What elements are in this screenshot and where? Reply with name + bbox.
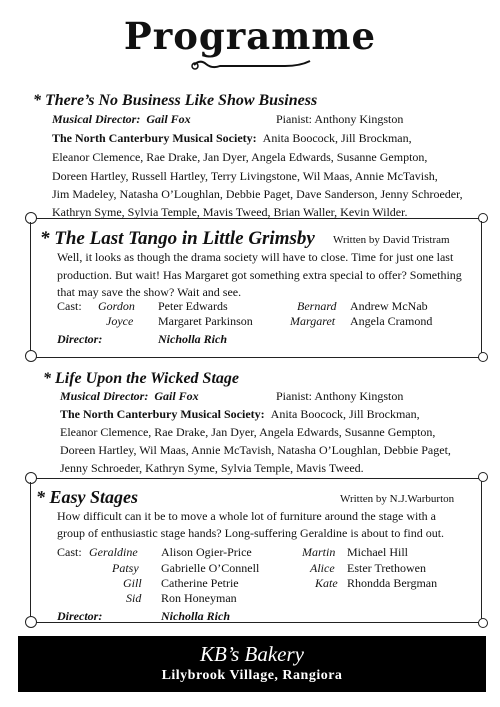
director-label: Director: bbox=[57, 609, 103, 623]
flourish-ornament bbox=[190, 58, 315, 72]
cast-actor: Alison Ogier-Price bbox=[161, 545, 252, 559]
cast-role: Kate bbox=[315, 576, 338, 590]
cast-role: Patsy bbox=[112, 561, 139, 575]
performers-line: Eleanor Clemence, Rae Drake, Jan Dyer, Angela Edwards, Susanne Gempton, bbox=[52, 150, 428, 164]
sponsor-name: KB’s Bakery bbox=[199, 642, 304, 666]
written-by: Written by N.J.Warburton bbox=[340, 493, 455, 505]
item-heading: * Easy Stages bbox=[36, 487, 139, 507]
sponsor-address: Lilybrook Village, Rangiora bbox=[161, 668, 343, 683]
item-heading: * The Last Tango in Little Grimsby bbox=[40, 228, 315, 249]
director-name: Nicholla Rich bbox=[158, 332, 228, 346]
performers-line: Kathryn Syme, Sylvia Temple, Mavis Tweed, Brian Waller, Kevin Wilder. bbox=[52, 205, 408, 219]
cast-role: Gill bbox=[123, 576, 142, 590]
cast-role: Martin bbox=[302, 545, 336, 559]
blurb-line: Well, it looks as though the drama society will have to close. Time for just one last bbox=[57, 250, 454, 264]
society-row: The North Canterbury Musical Society: Anita Boocock, Jill Brockman, bbox=[52, 131, 412, 145]
musical-director-row: Musical Director: Gail Fox bbox=[52, 112, 191, 126]
blurb-line: production. But wait! Has Margaret got something extra special to offer? Something bbox=[57, 268, 462, 282]
cast-role: Alice bbox=[310, 561, 335, 575]
cast-actor: Ester Trethowen bbox=[347, 561, 426, 575]
item-heading: * There’s No Business Like Show Business bbox=[33, 92, 318, 109]
page-title: Programme bbox=[123, 14, 377, 58]
cast-actor: Margaret Parkinson bbox=[158, 314, 253, 328]
performers-line: Eleanor Clemence, Rae Drake, Jan Dyer, Angela Edwards, Susanne Gempton, bbox=[60, 425, 436, 439]
blurb-line: How difficult can it be to move a whole lot of furniture around the stage with a bbox=[57, 509, 437, 523]
cast-role: Sid bbox=[126, 591, 142, 605]
blurb-line: group of enthusiastic stage hands? Long-suffering Geraldine is about to find out. bbox=[57, 526, 445, 540]
cast-role: Gordon bbox=[98, 299, 135, 313]
cast-actor: Rhondda Bergman bbox=[347, 576, 438, 590]
performers-line: Doreen Hartley, Wil Maas, Annie McTavish, Natasha O’Loughlan, Debbie Paget, bbox=[60, 443, 451, 457]
cast-actor: Gabrielle O’Connell bbox=[161, 561, 260, 575]
cast-label: Cast: bbox=[57, 299, 82, 313]
performers-line: Jim Madeley, Natasha O’Loughlan, Debbie Paget, Dave Sanderson, Jenny Schroeder, bbox=[52, 187, 463, 201]
performers-line: Doreen Hartley, Russell Hartley, Terry Livingstone, Wil Maas, Annie McTavish, bbox=[52, 169, 438, 183]
performers-line: Jenny Schroeder, Kathryn Syme, Sylvia Temple, Mavis Tweed. bbox=[60, 461, 364, 475]
cast-actor: Ron Honeyman bbox=[161, 591, 237, 605]
cast-actor: Andrew McNab bbox=[350, 299, 428, 313]
cast-actor: Catherine Petrie bbox=[161, 576, 239, 590]
item-heading: * Life Upon the Wicked Stage bbox=[43, 370, 239, 387]
cast-role: Margaret bbox=[290, 314, 336, 328]
cast-actor: Angela Cramond bbox=[350, 314, 433, 328]
cast-role: Joyce bbox=[106, 314, 134, 328]
pianist: Pianist: Anthony Kingston bbox=[276, 112, 404, 126]
pianist: Pianist: Anthony Kingston bbox=[276, 389, 404, 403]
cast-actor: Peter Edwards bbox=[158, 299, 228, 313]
cast-actor: Michael Hill bbox=[347, 545, 408, 559]
director-label: Director: bbox=[57, 332, 103, 346]
sponsor-banner bbox=[18, 636, 486, 692]
cast-role: Geraldine bbox=[89, 545, 138, 559]
musical-director-row: Musical Director: Gail Fox bbox=[60, 389, 199, 403]
cast-role: Bernard bbox=[297, 299, 337, 313]
blurb-line: that may save the show? Wait and see. bbox=[57, 285, 242, 299]
cast-label: Cast: bbox=[57, 545, 82, 559]
written-by: Written by David Tristram bbox=[333, 234, 450, 246]
director-name: Nicholla Rich bbox=[161, 609, 231, 623]
society-row: The North Canterbury Musical Society: Anita Boocock, Jill Brockman, bbox=[60, 407, 420, 421]
